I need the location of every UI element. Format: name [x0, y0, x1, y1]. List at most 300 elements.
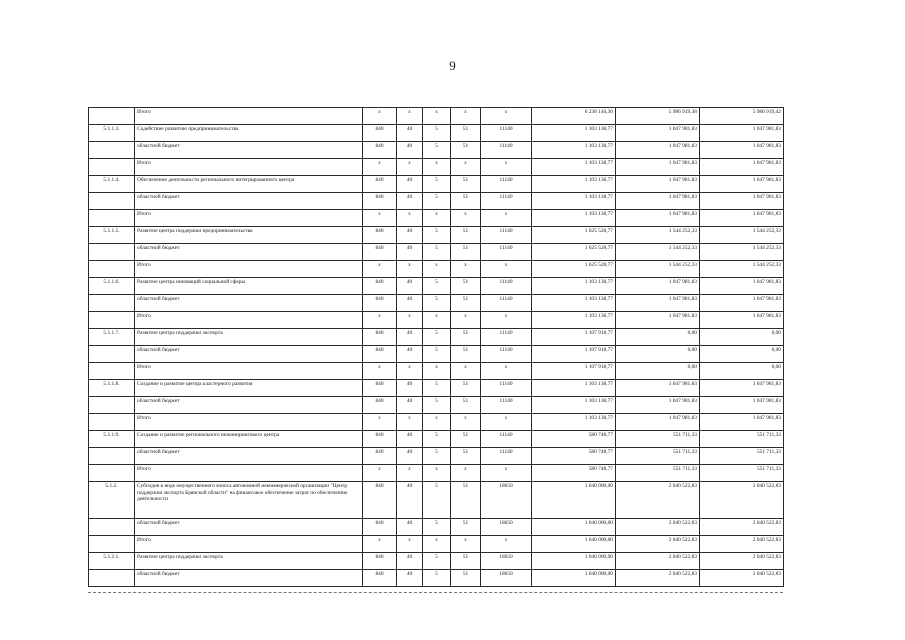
subprogram-code-cell: х — [451, 159, 481, 176]
amount-year3-cell: 2 040 522,83 — [700, 519, 784, 536]
program-code-cell: 5 — [423, 448, 451, 465]
program-code-cell: 5 — [423, 227, 451, 244]
amount-year3-cell: 551 711,33 — [700, 431, 784, 448]
direction-code-cell: 11140 — [481, 448, 532, 465]
amount-year1-cell: 1 103 138,77 — [532, 312, 616, 329]
direction-code-cell: х — [481, 159, 532, 176]
amount-year2-cell: 1 047 981,83 — [616, 142, 700, 159]
direction-code-cell: 18650 — [481, 482, 532, 519]
table-row — [89, 570, 784, 587]
row-name-cell: Создание и развитие регионального инжинирингового центра — [135, 431, 363, 448]
amount-year1-cell: 1 040 000,00 — [532, 536, 616, 553]
table-row — [89, 278, 784, 295]
row-name-cell: областной бюджет — [135, 448, 363, 465]
table-row — [89, 193, 784, 210]
section-code-cell: х — [397, 465, 423, 482]
row-name-cell: Итого — [135, 414, 363, 431]
table-row — [89, 448, 784, 465]
section-code-cell: 40 — [397, 295, 423, 312]
amount-year1-cell: 1 040 000,00 — [532, 482, 616, 519]
amount-year3-cell: 1 544 252,33 — [700, 244, 784, 261]
page-continuation-line — [88, 592, 783, 593]
program-code-cell: 5 — [423, 346, 451, 363]
direction-code-cell: 11140 — [481, 431, 532, 448]
section-code-cell: х — [397, 159, 423, 176]
page-number: 9 — [449, 58, 456, 73]
direction-code-cell: 11140 — [481, 227, 532, 244]
amount-year3-cell: 2 040 522,83 — [700, 536, 784, 553]
row-name-cell: областной бюджет — [135, 397, 363, 414]
amount-year1-cell: 1 103 138,77 — [532, 159, 616, 176]
amount-year3-cell: 551 711,33 — [700, 465, 784, 482]
amount-year1-cell: 1 625 528,77 — [532, 261, 616, 278]
row-number-cell: 5.1.2.1. — [89, 553, 135, 570]
direction-code-cell: 11140 — [481, 125, 532, 142]
subprogram-code-cell: 51 — [451, 193, 481, 210]
ministry-code-cell: х — [363, 159, 397, 176]
row-number-cell: 5.1.2. — [89, 482, 135, 519]
subprogram-code-cell: 51 — [451, 553, 481, 570]
amount-year2-cell: 1 544 252,33 — [616, 261, 700, 278]
amount-year1-cell: 6 238 146,30 — [532, 108, 616, 125]
program-code-cell: х — [423, 536, 451, 553]
row-name-cell: Итого — [135, 465, 363, 482]
direction-code-cell: 11140 — [481, 142, 532, 159]
ministry-code-cell: 840 — [363, 244, 397, 261]
ministry-code-cell: 840 — [363, 278, 397, 295]
program-code-cell: х — [423, 108, 451, 125]
section-code-cell: 40 — [397, 519, 423, 536]
amount-year2-cell: 1 047 981,83 — [616, 380, 700, 397]
row-name-cell: областной бюджет — [135, 295, 363, 312]
row-number-cell: 5.1.1.7. — [89, 329, 135, 346]
amount-year1-cell: 1 103 138,77 — [532, 278, 616, 295]
program-code-cell: 5 — [423, 295, 451, 312]
amount-year1-cell: 1 107 918,77 — [532, 346, 616, 363]
amount-year3-cell: 1 047 981,83 — [700, 397, 784, 414]
table-row — [89, 244, 784, 261]
amount-year1-cell: 1 103 138,77 — [532, 125, 616, 142]
row-number-cell — [89, 312, 135, 329]
amount-year1-cell: 1 103 138,77 — [532, 193, 616, 210]
amount-year3-cell: 1 047 981,83 — [700, 210, 784, 227]
ministry-code-cell: 840 — [363, 227, 397, 244]
row-name-cell: областной бюджет — [135, 570, 363, 587]
row-name-cell: областной бюджет — [135, 193, 363, 210]
row-number-cell: 5.1.1.9. — [89, 431, 135, 448]
amount-year2-cell: 1 047 981,83 — [616, 159, 700, 176]
ministry-code-cell: 840 — [363, 553, 397, 570]
table-row — [89, 159, 784, 176]
amount-year2-cell: 1 047 981,83 — [616, 193, 700, 210]
ministry-code-cell: 840 — [363, 176, 397, 193]
row-number-cell — [89, 397, 135, 414]
subprogram-code-cell: х — [451, 465, 481, 482]
table-row — [89, 519, 784, 536]
ministry-code-cell: х — [363, 363, 397, 380]
ministry-code-cell: 840 — [363, 346, 397, 363]
table-row — [89, 536, 784, 553]
program-code-cell: 5 — [423, 570, 451, 587]
amount-year1-cell: 580 748,77 — [532, 465, 616, 482]
table-row — [89, 176, 784, 193]
amount-year2-cell: 5 986 919,38 — [616, 108, 700, 125]
program-code-cell: 5 — [423, 431, 451, 448]
row-number-cell — [89, 159, 135, 176]
amount-year1-cell: 1 103 138,77 — [532, 142, 616, 159]
amount-year2-cell: 551 711,33 — [616, 431, 700, 448]
amount-year2-cell: 1 047 981,83 — [616, 397, 700, 414]
amount-year3-cell: 0,00 — [700, 329, 784, 346]
section-code-cell: х — [397, 108, 423, 125]
direction-code-cell: 11140 — [481, 176, 532, 193]
direction-code-cell: 11140 — [481, 193, 532, 210]
program-code-cell: х — [423, 261, 451, 278]
section-code-cell: 40 — [397, 142, 423, 159]
subprogram-code-cell: 51 — [451, 278, 481, 295]
table-row — [89, 380, 784, 397]
ministry-code-cell: 840 — [363, 448, 397, 465]
program-code-cell: 5 — [423, 125, 451, 142]
subprogram-code-cell: 51 — [451, 176, 481, 193]
section-code-cell: 40 — [397, 431, 423, 448]
program-code-cell: х — [423, 414, 451, 431]
section-code-cell: х — [397, 363, 423, 380]
section-code-cell: х — [397, 312, 423, 329]
section-code-cell: 40 — [397, 244, 423, 261]
amount-year3-cell: 1 544 252,33 — [700, 261, 784, 278]
program-code-cell: х — [423, 159, 451, 176]
amount-year2-cell: 2 040 522,83 — [616, 553, 700, 570]
ministry-code-cell: 840 — [363, 193, 397, 210]
row-number-cell — [89, 448, 135, 465]
section-code-cell: 40 — [397, 329, 423, 346]
amount-year1-cell: 1 040 000,00 — [532, 553, 616, 570]
table-row — [89, 261, 784, 278]
table-row — [89, 465, 784, 482]
row-name-cell: Итого — [135, 210, 363, 227]
row-number-cell — [89, 346, 135, 363]
row-number-cell — [89, 210, 135, 227]
amount-year3-cell: 1 047 981,83 — [700, 278, 784, 295]
amount-year3-cell: 0,00 — [700, 363, 784, 380]
program-code-cell: 5 — [423, 553, 451, 570]
row-number-cell — [89, 108, 135, 125]
row-number-cell — [89, 465, 135, 482]
program-code-cell: х — [423, 465, 451, 482]
amount-year2-cell: 1 047 981,83 — [616, 125, 700, 142]
amount-year3-cell: 551 711,33 — [700, 448, 784, 465]
section-code-cell: 40 — [397, 482, 423, 519]
table-body — [89, 108, 784, 587]
section-code-cell: 40 — [397, 176, 423, 193]
section-code-cell: 40 — [397, 125, 423, 142]
program-code-cell: 5 — [423, 244, 451, 261]
program-code-cell: 5 — [423, 482, 451, 519]
amount-year3-cell: 1 047 981,83 — [700, 295, 784, 312]
row-name-cell: Итого — [135, 312, 363, 329]
subprogram-code-cell: х — [451, 210, 481, 227]
direction-code-cell: 18650 — [481, 519, 532, 536]
program-code-cell: х — [423, 363, 451, 380]
row-number-cell — [89, 570, 135, 587]
program-code-cell: 5 — [423, 397, 451, 414]
amount-year3-cell: 1 047 981,83 — [700, 193, 784, 210]
ministry-code-cell: 840 — [363, 431, 397, 448]
amount-year2-cell: 1 047 981,83 — [616, 278, 700, 295]
table-row — [89, 553, 784, 570]
table-row — [89, 482, 784, 519]
amount-year2-cell: 1 544 252,33 — [616, 227, 700, 244]
subprogram-code-cell: х — [451, 536, 481, 553]
row-number-cell — [89, 261, 135, 278]
ministry-code-cell: х — [363, 210, 397, 227]
section-code-cell: 40 — [397, 227, 423, 244]
subprogram-code-cell: 51 — [451, 244, 481, 261]
amount-year2-cell: 0,00 — [616, 346, 700, 363]
direction-code-cell: х — [481, 312, 532, 329]
table-row — [89, 125, 784, 142]
table-row — [89, 108, 784, 125]
ministry-code-cell: 840 — [363, 519, 397, 536]
subprogram-code-cell: 51 — [451, 125, 481, 142]
direction-code-cell: 11140 — [481, 278, 532, 295]
section-code-cell: 40 — [397, 346, 423, 363]
subprogram-code-cell: 51 — [451, 431, 481, 448]
row-number-cell: 5.1.1.3. — [89, 125, 135, 142]
program-code-cell: 5 — [423, 142, 451, 159]
amount-year2-cell: 2 040 522,83 — [616, 536, 700, 553]
amount-year2-cell: 1 047 981,83 — [616, 414, 700, 431]
amount-year1-cell: 1 625 528,77 — [532, 227, 616, 244]
amount-year2-cell: 0,00 — [616, 329, 700, 346]
subprogram-code-cell: х — [451, 414, 481, 431]
ministry-code-cell: х — [363, 108, 397, 125]
program-code-cell: 5 — [423, 278, 451, 295]
ministry-code-cell: 840 — [363, 380, 397, 397]
subprogram-code-cell: х — [451, 363, 481, 380]
table-row — [89, 414, 784, 431]
row-number-cell: 5.1.1.4. — [89, 176, 135, 193]
row-name-cell: областной бюджет — [135, 142, 363, 159]
row-name-cell: Обеспечение деятельности регионального интегрированного центра — [135, 176, 363, 193]
amount-year1-cell: 1 040 000,00 — [532, 519, 616, 536]
row-name-cell: Итого — [135, 159, 363, 176]
row-number-cell: 5.1.1.8. — [89, 380, 135, 397]
row-number-cell — [89, 193, 135, 210]
row-name-cell: Развитие центра инноваций социальной сферы — [135, 278, 363, 295]
subprogram-code-cell: 51 — [451, 519, 481, 536]
amount-year3-cell: 1 047 981,83 — [700, 312, 784, 329]
ministry-code-cell: х — [363, 465, 397, 482]
amount-year2-cell: 2 040 522,83 — [616, 519, 700, 536]
subprogram-code-cell: 51 — [451, 570, 481, 587]
amount-year2-cell: 2 040 522,83 — [616, 482, 700, 519]
ministry-code-cell: 840 — [363, 142, 397, 159]
direction-code-cell: х — [481, 108, 532, 125]
ministry-code-cell: 840 — [363, 397, 397, 414]
amount-year2-cell: 551 711,33 — [616, 465, 700, 482]
direction-code-cell: х — [481, 414, 532, 431]
direction-code-cell: 11140 — [481, 380, 532, 397]
amount-year3-cell: 5 986 919,42 — [700, 108, 784, 125]
amount-year1-cell: 580 748,77 — [532, 448, 616, 465]
table-row — [89, 363, 784, 380]
subprogram-code-cell: 51 — [451, 448, 481, 465]
budget-table — [88, 107, 784, 587]
amount-year2-cell: 1 047 981,83 — [616, 176, 700, 193]
ministry-code-cell: 840 — [363, 125, 397, 142]
row-name-cell: Создание и развитие центра кластерного развития — [135, 380, 363, 397]
ministry-code-cell: х — [363, 261, 397, 278]
section-code-cell: 40 — [397, 193, 423, 210]
amount-year1-cell: 1 103 138,77 — [532, 210, 616, 227]
ministry-code-cell: х — [363, 312, 397, 329]
table-row — [89, 312, 784, 329]
row-number-cell — [89, 519, 135, 536]
direction-code-cell: 11140 — [481, 397, 532, 414]
direction-code-cell: х — [481, 465, 532, 482]
amount-year2-cell: 1 047 981,83 — [616, 312, 700, 329]
amount-year1-cell: 1 103 138,77 — [532, 295, 616, 312]
row-number-cell — [89, 536, 135, 553]
ministry-code-cell: х — [363, 414, 397, 431]
table-row — [89, 142, 784, 159]
row-name-cell: Развитие центра поддержки предпринимательства — [135, 227, 363, 244]
row-name-cell: Развитие центра поддержки экспорта — [135, 553, 363, 570]
direction-code-cell: 18650 — [481, 553, 532, 570]
direction-code-cell: 11140 — [481, 329, 532, 346]
table-row — [89, 431, 784, 448]
ministry-code-cell: 840 — [363, 482, 397, 519]
section-code-cell: 40 — [397, 380, 423, 397]
row-name-cell: областной бюджет — [135, 346, 363, 363]
row-number-cell — [89, 142, 135, 159]
section-code-cell: х — [397, 536, 423, 553]
program-code-cell: 5 — [423, 329, 451, 346]
program-code-cell: 5 — [423, 176, 451, 193]
table-row — [89, 346, 784, 363]
amount-year3-cell: 1 544 252,33 — [700, 227, 784, 244]
amount-year3-cell: 1 047 981,83 — [700, 380, 784, 397]
table-row — [89, 210, 784, 227]
program-code-cell: 5 — [423, 193, 451, 210]
amount-year3-cell: 2 040 522,83 — [700, 553, 784, 570]
direction-code-cell: 11140 — [481, 346, 532, 363]
row-name-cell: Итого — [135, 108, 363, 125]
section-code-cell: х — [397, 210, 423, 227]
subprogram-code-cell: 51 — [451, 227, 481, 244]
amount-year2-cell: 1 047 981,83 — [616, 295, 700, 312]
row-name-cell: Итого — [135, 536, 363, 553]
row-number-cell: 5.1.1.5. — [89, 227, 135, 244]
amount-year2-cell: 2 040 522,83 — [616, 570, 700, 587]
section-code-cell: х — [397, 414, 423, 431]
amount-year3-cell: 1 047 981,83 — [700, 159, 784, 176]
amount-year2-cell: 1 544 252,33 — [616, 244, 700, 261]
amount-year3-cell: 2 040 522,83 — [700, 482, 784, 519]
amount-year3-cell: 1 047 981,83 — [700, 125, 784, 142]
direction-code-cell: 11140 — [481, 295, 532, 312]
amount-year1-cell: 1 625 528,77 — [532, 244, 616, 261]
section-code-cell: 40 — [397, 397, 423, 414]
section-code-cell: х — [397, 261, 423, 278]
ministry-code-cell: 840 — [363, 295, 397, 312]
program-code-cell: х — [423, 312, 451, 329]
subprogram-code-cell: х — [451, 261, 481, 278]
ministry-code-cell: 840 — [363, 570, 397, 587]
subprogram-code-cell: х — [451, 108, 481, 125]
amount-year2-cell: 0,00 — [616, 363, 700, 380]
program-code-cell: 5 — [423, 380, 451, 397]
section-code-cell: 40 — [397, 570, 423, 587]
direction-code-cell: 11140 — [481, 244, 532, 261]
amount-year1-cell: 1 107 918,77 — [532, 329, 616, 346]
row-name-cell: областной бюджет — [135, 519, 363, 536]
subprogram-code-cell: 51 — [451, 142, 481, 159]
row-name-cell: Итого — [135, 363, 363, 380]
amount-year3-cell: 0,00 — [700, 346, 784, 363]
amount-year2-cell: 1 047 981,83 — [616, 210, 700, 227]
row-name-cell: Содействие развитию предпринимательства — [135, 125, 363, 142]
amount-year3-cell: 1 047 981,83 — [700, 142, 784, 159]
table-row — [89, 329, 784, 346]
amount-year2-cell: 551 711,33 — [616, 448, 700, 465]
section-code-cell: 40 — [397, 448, 423, 465]
row-name-cell: областной бюджет — [135, 244, 363, 261]
program-code-cell: 5 — [423, 519, 451, 536]
amount-year1-cell: 1 040 000,00 — [532, 570, 616, 587]
row-name-cell: Субсидия в виде имущественного взноса автономной некоммерческой организации "Центр поддержки экспорта Брянской области" на финансовое обеспечение затрат по обеспечению деятельности — [135, 482, 363, 519]
direction-code-cell: х — [481, 363, 532, 380]
direction-code-cell: х — [481, 210, 532, 227]
subprogram-code-cell: х — [451, 312, 481, 329]
amount-year1-cell: 1 103 138,77 — [532, 414, 616, 431]
row-number-cell — [89, 295, 135, 312]
row-number-cell — [89, 363, 135, 380]
section-code-cell: 40 — [397, 278, 423, 295]
row-number-cell — [89, 414, 135, 431]
row-name-cell: Итого — [135, 261, 363, 278]
row-number-cell: 5.1.1.6. — [89, 278, 135, 295]
direction-code-cell: х — [481, 536, 532, 553]
table-row — [89, 227, 784, 244]
subprogram-code-cell: 51 — [451, 397, 481, 414]
section-code-cell: 40 — [397, 553, 423, 570]
ministry-code-cell: 840 — [363, 329, 397, 346]
amount-year1-cell: 1 103 138,77 — [532, 380, 616, 397]
amount-year3-cell: 1 047 981,83 — [700, 176, 784, 193]
amount-year1-cell: 580 748,77 — [532, 431, 616, 448]
table-row — [89, 397, 784, 414]
row-name-cell: Развитие центра поддержки экспорта — [135, 329, 363, 346]
table-row — [89, 295, 784, 312]
program-code-cell: х — [423, 210, 451, 227]
row-number-cell — [89, 244, 135, 261]
direction-code-cell: х — [481, 261, 532, 278]
subprogram-code-cell: 51 — [451, 380, 481, 397]
subprogram-code-cell: 51 — [451, 295, 481, 312]
amount-year1-cell: 1 103 138,77 — [532, 176, 616, 193]
amount-year3-cell: 1 047 981,83 — [700, 414, 784, 431]
amount-year3-cell: 2 040 522,83 — [700, 570, 784, 587]
subprogram-code-cell: 51 — [451, 346, 481, 363]
subprogram-code-cell: 51 — [451, 482, 481, 519]
amount-year1-cell: 1 107 918,77 — [532, 363, 616, 380]
direction-code-cell: 18650 — [481, 570, 532, 587]
amount-year1-cell: 1 103 138,77 — [532, 397, 616, 414]
ministry-code-cell: х — [363, 536, 397, 553]
